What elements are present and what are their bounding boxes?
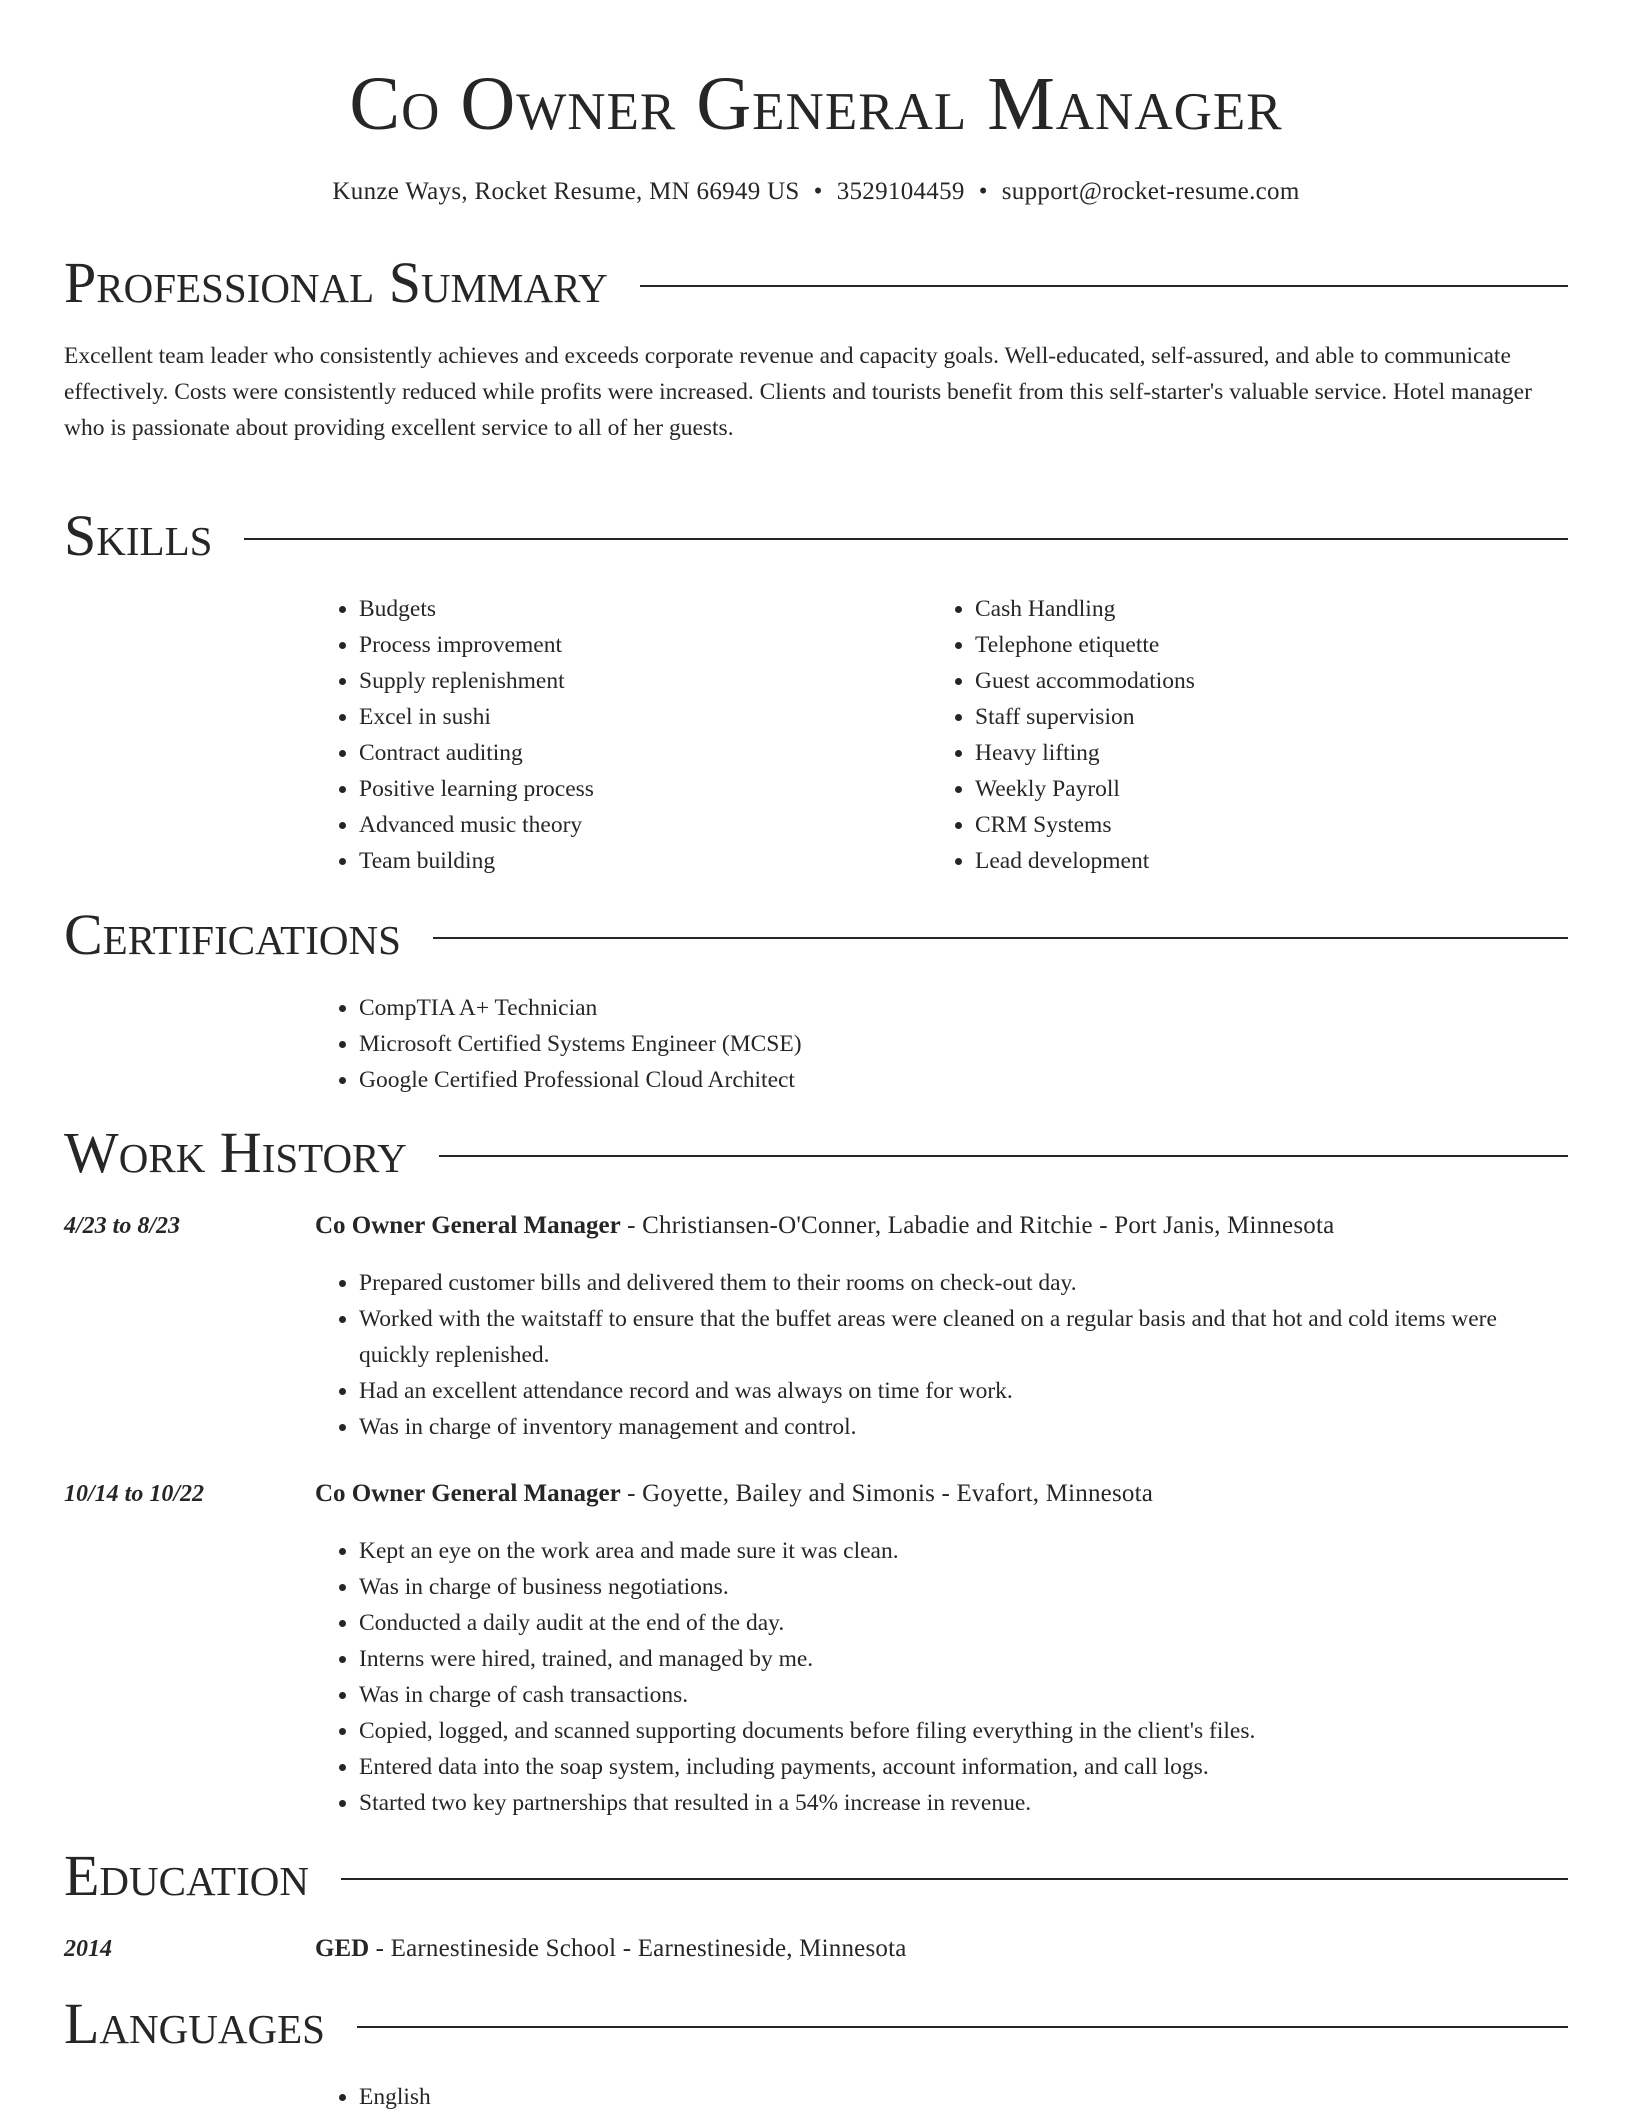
- summary-section: [64, 338, 1568, 446]
- skill-item: • Telephone etiquette: [975, 627, 1195, 663]
- skills-section-header: [64, 503, 1568, 568]
- job-bullet: • Kept an eye on the work area and made sure it was clean.: [359, 1533, 1568, 1569]
- section-divider: [357, 2026, 1568, 2028]
- job-bullet: • Was in charge of business negotiations.: [359, 1569, 1568, 1605]
- skill-item: • Excel in sushi: [359, 699, 931, 735]
- contact-phone: 3529104459: [836, 178, 965, 205]
- skill-item: • Cash Handling: [975, 591, 1195, 627]
- job-employer-location: - Goyette, Bailey and Simonis - Evafort, Minnesota: [620, 1480, 1154, 1507]
- job-title: Co Owner General Manager: [315, 1212, 621, 1239]
- education-line: [315, 1935, 907, 1963]
- skills-heading: Skills: [64, 503, 213, 568]
- section-divider: [341, 1878, 1568, 1880]
- languages-list: [315, 2079, 1568, 2115]
- job-title: Co Owner General Manager: [315, 1480, 621, 1507]
- language-item: • English: [359, 2079, 1568, 2115]
- skill-item: • Supply replenishment: [359, 663, 931, 699]
- summary-heading: Professional Summary: [64, 250, 608, 315]
- education-entry: [64, 1935, 1568, 1963]
- job-title-line: [315, 1212, 1334, 1240]
- section-divider: [433, 937, 1568, 939]
- certification-item: • Google Certified Professional Cloud Architect: [359, 1062, 1568, 1098]
- certification-item: • CompTIA A+ Technician: [359, 990, 1568, 1026]
- job-entry-header: [64, 1480, 1568, 1508]
- section-divider: [439, 1155, 1568, 1157]
- education-section-header: [64, 1843, 1568, 1908]
- resume-page: [64, 0, 1568, 2110]
- work-history-heading: Work History: [64, 1120, 407, 1185]
- job-bullet: • Was in charge of inventory management and control.: [359, 1409, 1568, 1445]
- certifications-section-header: [64, 902, 1568, 967]
- languages-section: [64, 2079, 1568, 2115]
- job-bullet: • Had an excellent attendance record and was always on time for work.: [359, 1373, 1568, 1409]
- job-bullet: • Worked with the waitstaff to ensure that the buffet areas were cleaned on a regular basis and that hot and cold items were quickly replenished.: [359, 1301, 1568, 1373]
- skill-item: • Advanced music theory: [359, 807, 931, 843]
- job-bullet: • Interns were hired, trained, and managed by me.: [359, 1641, 1568, 1677]
- job-employer-location: - Christiansen-O'Conner, Labadie and Ritchie - Port Janis, Minnesota: [620, 1212, 1335, 1239]
- skill-item: • Positive learning process: [359, 771, 931, 807]
- skill-item: • Lead development: [975, 843, 1195, 879]
- section-divider: [244, 538, 1568, 540]
- education-school-location: - Earnestineside School - Earnestineside, Minnesota: [369, 1935, 907, 1962]
- skills-section: [64, 591, 1568, 879]
- skills-list-left: [315, 591, 931, 879]
- skill-item: • Team building: [359, 843, 931, 879]
- summary-section-header: [64, 250, 1568, 315]
- job-entry-details: [64, 1265, 1568, 1445]
- certifications-section: [64, 990, 1568, 1098]
- skills-grid: [315, 591, 1568, 879]
- skill-item: • Guest accommodations: [975, 663, 1195, 699]
- certifications-heading: Certifications: [64, 902, 401, 967]
- job-bullet: • Copied, logged, and scanned supporting documents before filing everything in the client's files.: [359, 1713, 1568, 1749]
- education-heading: Education: [64, 1843, 309, 1908]
- certifications-list: [315, 990, 1568, 1098]
- contact-line: [64, 178, 1568, 206]
- work-history-section-header: [64, 1120, 1568, 1185]
- job-bullets: [315, 1533, 1568, 1821]
- job-bullet: • Conducted a daily audit at the end of the day.: [359, 1605, 1568, 1641]
- education-degree: GED: [315, 1935, 370, 1962]
- contact-separator: •: [978, 178, 988, 205]
- job-entry-details: [64, 1533, 1568, 1821]
- languages-heading: Languages: [64, 1991, 325, 2056]
- candidate-name: Co Owner General Manager: [349, 62, 1283, 146]
- skill-item: • Staff supervision: [975, 699, 1195, 735]
- job-entry-header: [64, 1212, 1568, 1240]
- contact-email[interactable]: support@rocket-resume.com: [1001, 178, 1300, 205]
- job-dates: 4/23 to 8/23: [64, 1213, 181, 1239]
- job-title-line: [315, 1480, 1153, 1508]
- job-bullet: • Prepared customer bills and delivered them to their rooms on check-out day.: [359, 1265, 1568, 1301]
- skill-item: • Budgets: [359, 591, 931, 627]
- certification-item: • Microsoft Certified Systems Engineer (MCSE): [359, 1026, 1568, 1062]
- job-dates: 10/14 to 10/22: [64, 1481, 205, 1507]
- skill-item: • Heavy lifting: [975, 735, 1195, 771]
- skills-list-right: [931, 591, 1195, 879]
- job-bullets: [315, 1265, 1568, 1445]
- skill-item: • Contract auditing: [359, 735, 931, 771]
- skill-item: • Process improvement: [359, 627, 931, 663]
- job-bullet: • Was in charge of cash transactions.: [359, 1677, 1568, 1713]
- section-divider: [640, 285, 1568, 287]
- skill-item: • CRM Systems: [975, 807, 1195, 843]
- languages-section-header: [64, 1991, 1568, 2056]
- contact-address: Kunze Ways, Rocket Resume, MN 66949 US: [332, 178, 800, 205]
- contact-separator: •: [813, 178, 823, 205]
- job-bullet: • Entered data into the soap system, including payments, account information, and call logs.: [359, 1749, 1568, 1785]
- education-year: 2014: [64, 1936, 112, 1962]
- summary-text: Excellent team leader who consistently achieves and exceeds corporate revenue and capacity goals. Well-educated, self-assured, and able to communicate effectively. Costs were consistently reduced while profits were increased. Clients and tourists benefit from this self-starter's valuable service. Hotel manager who is passionate about providing excellent service to all of her guests.: [64, 343, 1532, 441]
- job-bullet: • Started two key partnerships that resulted in a 54% increase in revenue.: [359, 1785, 1568, 1821]
- skill-item: • Weekly Payroll: [975, 771, 1195, 807]
